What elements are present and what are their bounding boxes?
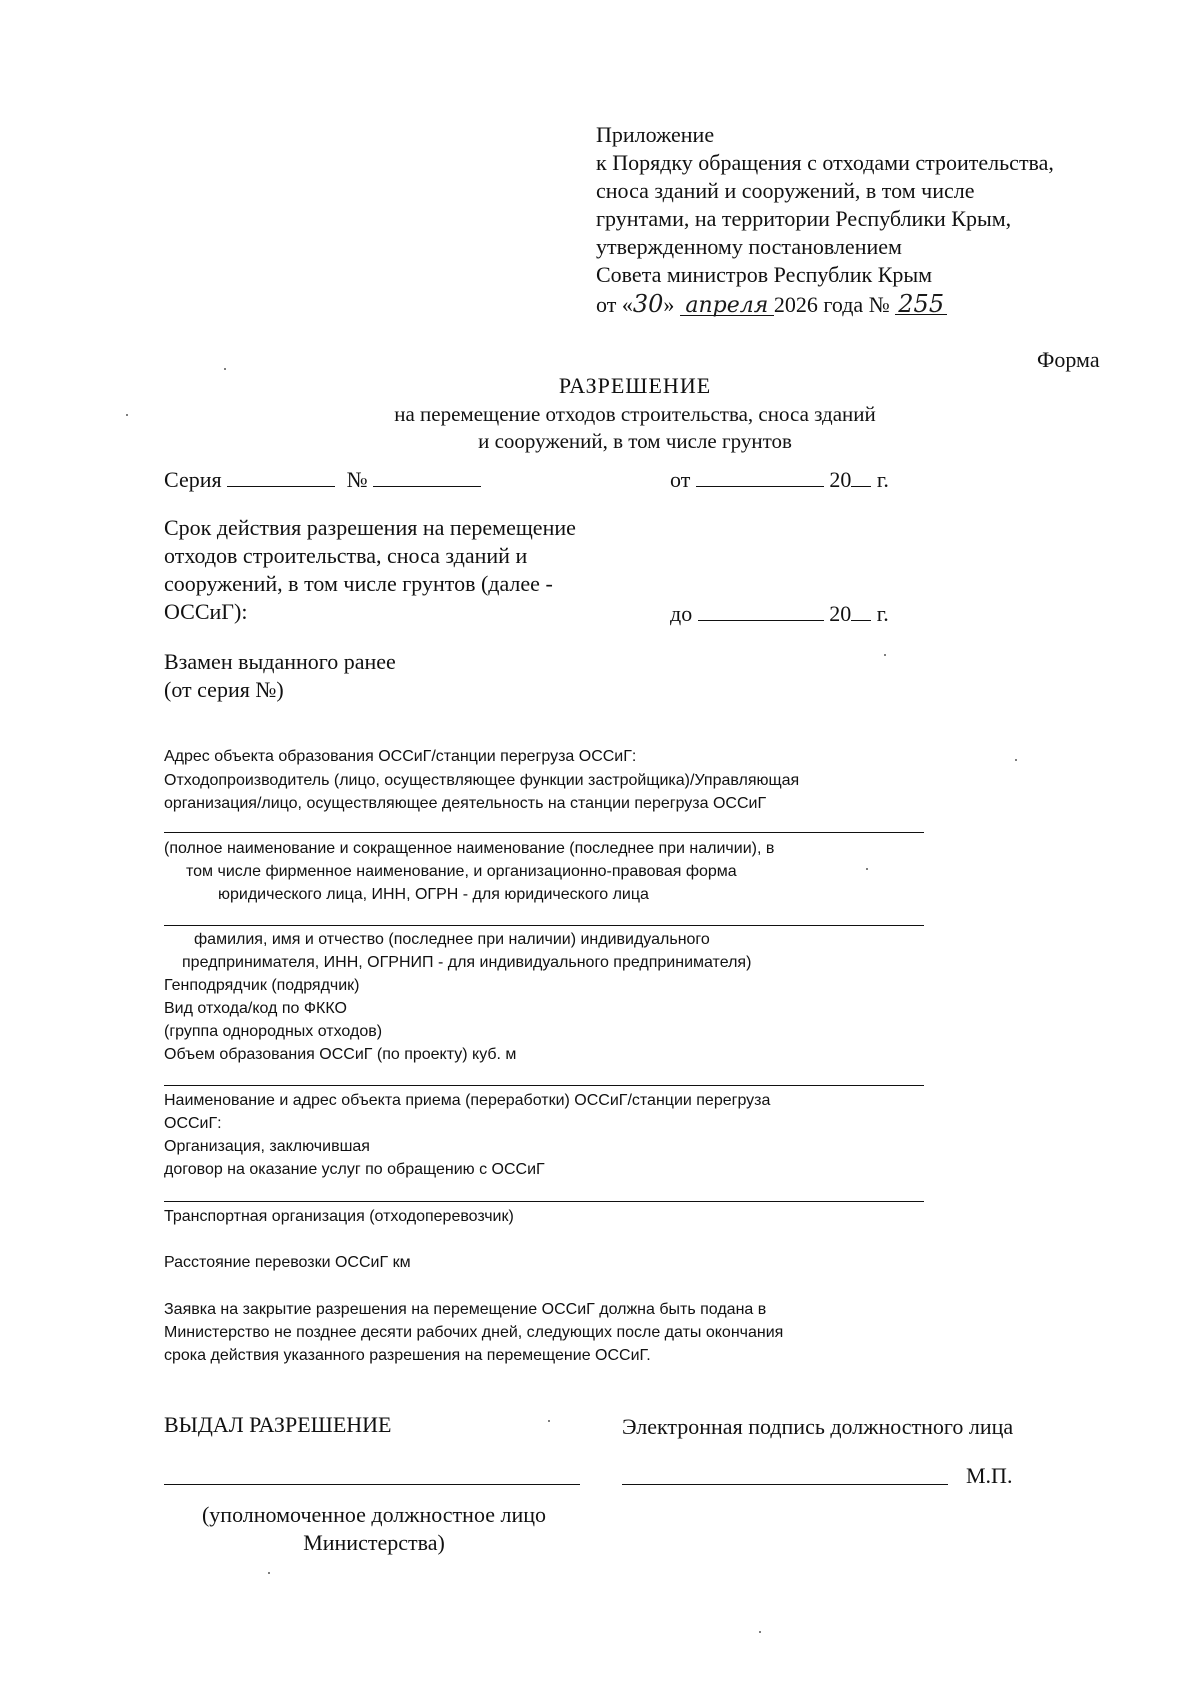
issue-date-blank: [696, 466, 824, 487]
receiver-line: договор на оказание услуг по обращению с ОССиГ: [164, 1161, 545, 1178]
official-signature-line: [164, 1484, 580, 1485]
appendix-line: Совета министров Республик Крым: [596, 262, 933, 287]
validity-line: Срок действия разрешения на перемещение: [164, 515, 576, 540]
validity-date-blank: [698, 600, 824, 621]
transport-label: Транспортная организация (отходоперевозчик): [164, 1208, 514, 1225]
validity-date-row: [670, 600, 889, 628]
year-prefix: 20: [829, 601, 852, 626]
appendix-line: Приложение: [596, 122, 715, 147]
appendix-line: грунтами, на территории Республики Крым,: [596, 206, 1012, 231]
scan-speck: [866, 868, 868, 870]
closing-line: Заявка на закрытие разрешения на перемещение ОССиГ должна быть подана в: [164, 1301, 767, 1318]
legal-note-line: юридического лица, ИНН, ОГРН - для юридического лица: [218, 886, 649, 903]
receiver-name-line: [164, 1201, 924, 1202]
document-subtitle-line: и сооружений, в том числе грунтов: [478, 429, 792, 453]
producer-line: Отходопроизводитель (лицо, осуществляющее функции застройщика)/Управляющая: [164, 772, 800, 789]
volume-line: [164, 1085, 924, 1086]
date-prefix: от «: [596, 292, 633, 317]
waste-group-label: (группа однородных отходов): [164, 1023, 383, 1040]
ip-note-line: фамилия, имя и отчество (последнее при наличии) индивидуального: [194, 931, 710, 948]
receiver-line: Организация, заключившая: [164, 1138, 370, 1155]
producer-name-line: [164, 832, 924, 833]
replacement-line: Взамен выданного ранее: [164, 649, 396, 674]
replacement-line: (от серия №): [164, 677, 284, 702]
year-text: 2026 года: [773, 292, 864, 317]
ip-note-line: предпринимателя, ИНН, ОГРНИП - для индивидуального предпринимателя): [182, 954, 752, 971]
scan-speck: [224, 368, 226, 370]
series-number-blank: [373, 466, 481, 487]
number-blank: [895, 290, 947, 318]
handwritten-month: апреля: [685, 293, 769, 318]
to-label: до: [670, 601, 693, 626]
date-close: »: [663, 292, 675, 317]
appendix-line: сноса зданий и сооружений, в том числе: [596, 178, 975, 203]
form-label: Форма: [1037, 347, 1100, 372]
scan-speck: [1015, 759, 1017, 761]
producer-line: организация/лицо, осуществляющее деятельность на станции перегруза ОССиГ: [164, 795, 767, 812]
official-caption-line: (уполномоченное должностное лицо: [201, 1502, 547, 1527]
distance-label: Расстояние перевозки ОССиГ км: [164, 1254, 411, 1271]
issued-label: ВЫДАЛ РАЗРЕШЕНИЕ: [164, 1412, 392, 1437]
validity-line: ОССиГ):: [164, 599, 248, 624]
scan-speck: [884, 654, 886, 656]
month-blank: [680, 291, 774, 316]
address-label: Адрес объекта образования ОССиГ/станции перегруза ОССиГ:: [164, 748, 637, 765]
year-blank: [851, 600, 871, 621]
volume-label: Объем образования ОССиГ (по проекту) куб. м: [164, 1046, 517, 1063]
series-label: Серия: [164, 467, 222, 492]
contractor-label: Генподрядчик (подрядчик): [164, 977, 360, 994]
number-label: №: [868, 292, 890, 317]
waste-type-label: Вид отхода/код по ФККО: [164, 1000, 347, 1017]
stamp-label: М.П.: [966, 1463, 1013, 1488]
scan-speck: [759, 1631, 761, 1633]
handwritten-day: 30: [632, 290, 664, 318]
series-row: [164, 466, 481, 494]
appendix-line: к Порядку обращения с отходами строительства,: [596, 150, 1054, 175]
year-suffix: г.: [876, 601, 889, 626]
receiver-line: ОССиГ:: [164, 1115, 222, 1132]
appendix-line: утвержденному постановлением: [596, 234, 902, 259]
official-caption-line: Министерства): [303, 1530, 445, 1555]
scan-speck: [126, 414, 128, 416]
appendix-date-line: [596, 290, 947, 319]
year-suffix: г.: [876, 467, 889, 492]
series-blank: [227, 466, 335, 487]
series-number-label: №: [346, 467, 368, 492]
esign-line: [622, 1484, 948, 1485]
year-prefix: 20: [829, 467, 852, 492]
ip-name-line: [164, 925, 924, 926]
document-subtitle-line: на перемещение отходов строительства, сноса зданий: [394, 402, 876, 426]
validity-line: сооружений, в том числе грунтов (далее -: [164, 571, 553, 596]
legal-note-line: том числе фирменное наименование, и организационно-правовая форма: [186, 863, 737, 880]
closing-line: срока действия указанного разрешения на перемещение ОССиГ.: [164, 1347, 651, 1364]
scan-speck: [548, 1420, 550, 1422]
year-blank: [851, 466, 871, 487]
document-title: РАЗРЕШЕНИЕ: [558, 373, 712, 398]
closing-line: Министерство не позднее десяти рабочих дней, следующих после даты окончания: [164, 1324, 784, 1341]
scan-speck: [268, 1572, 270, 1574]
from-label: от: [670, 467, 691, 492]
legal-note-line: (полное наименование и сокращенное наименование (последнее при наличии), в: [164, 840, 775, 857]
validity-line: отходов строительства, сноса зданий и: [164, 543, 528, 568]
receiver-line: Наименование и адрес объекта приема (переработки) ОССиГ/станции перегруза: [164, 1092, 771, 1109]
issue-date-row: [670, 466, 889, 494]
handwritten-number: 255: [898, 290, 945, 318]
esign-label: Электронная подпись должностного лица: [622, 1414, 1014, 1439]
